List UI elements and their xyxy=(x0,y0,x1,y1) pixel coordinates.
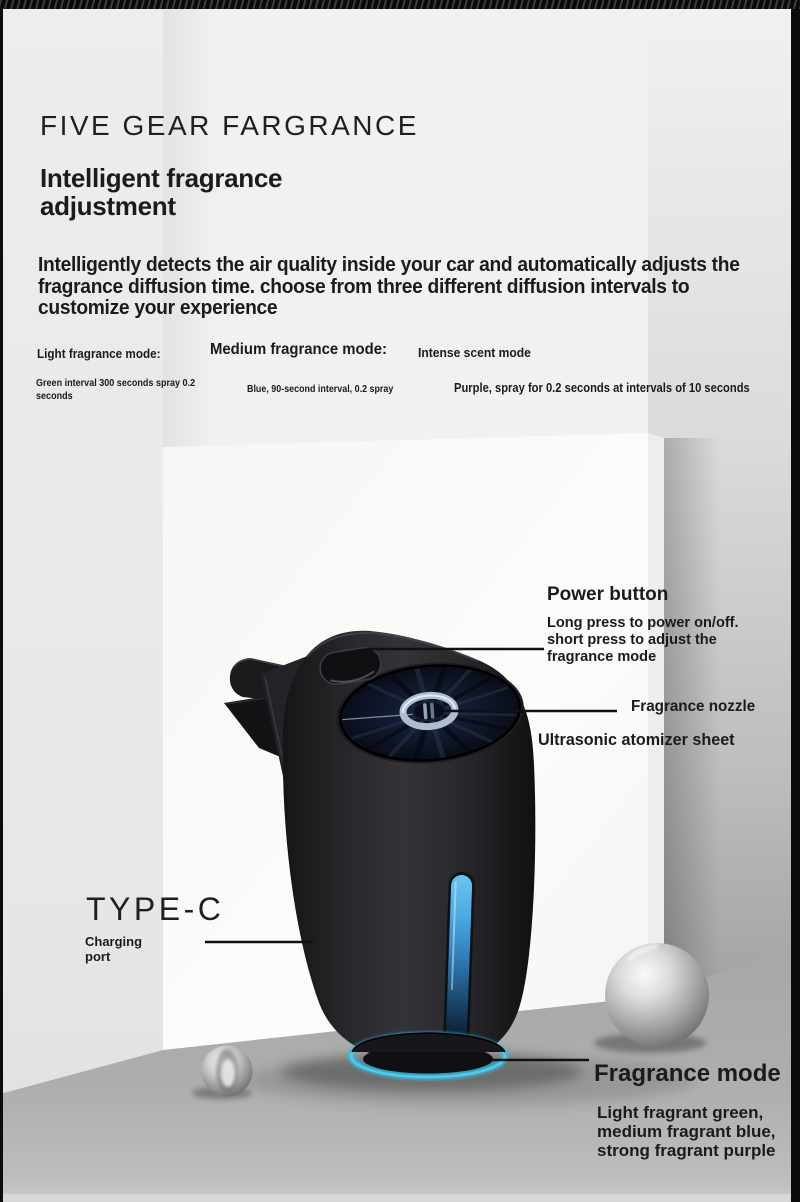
page-description: Intelligently detects the air quality inside your car and automatically adjusts the fragrance diffusion time. choose from three different diffusion intervals to customize your experience xyxy=(38,254,740,319)
callout-fragrance-mode-desc: Light fragrant green, medium fragrant blue, strong fragrant purple xyxy=(597,1103,776,1160)
frame-right-strip xyxy=(791,0,800,1202)
callout-typec-desc: Charging port xyxy=(85,934,143,964)
callout-nozzle-label: Fragrance nozzle xyxy=(631,698,756,715)
backdrop-panel-shadow xyxy=(664,438,720,995)
page-subtitle: Intelligent fragrance adjustment xyxy=(40,163,283,221)
mode-intense-desc: Purple, spray for 0.2 seconds at intervals of 10 seconds xyxy=(454,380,750,395)
frame-top-bar xyxy=(0,0,800,9)
callout-power-title: Power button xyxy=(547,584,669,605)
mode-medium-label: Medium fragrance mode: xyxy=(210,341,387,358)
callout-fragrance-mode-title: Fragrance mode xyxy=(594,1060,781,1087)
base-glow-ring xyxy=(351,1033,505,1077)
callout-typec-title: TYPE-C xyxy=(86,891,225,927)
callout-power-desc: Long press to power on/off. short press to adjust the fragrance mode xyxy=(547,614,739,665)
backdrop-floor-strip xyxy=(3,1194,792,1202)
mode-light-desc: Green interval 300 seconds spray 0.2 seconds xyxy=(36,377,196,402)
mode-intense-label: Intense scent mode xyxy=(418,345,531,360)
callout-atomizer-label: Ultrasonic atomizer sheet xyxy=(538,730,735,749)
sphere-large xyxy=(605,943,709,1047)
mode-medium-desc: Blue, 90-second interval, 0.2 spray xyxy=(247,383,394,395)
frame-left-strip xyxy=(0,0,3,1202)
page-title: FIVE GEAR FARGRANCE xyxy=(40,110,419,141)
mode-light-label: Light fragrance mode: xyxy=(37,346,161,361)
sphere-small-core xyxy=(221,1059,235,1087)
